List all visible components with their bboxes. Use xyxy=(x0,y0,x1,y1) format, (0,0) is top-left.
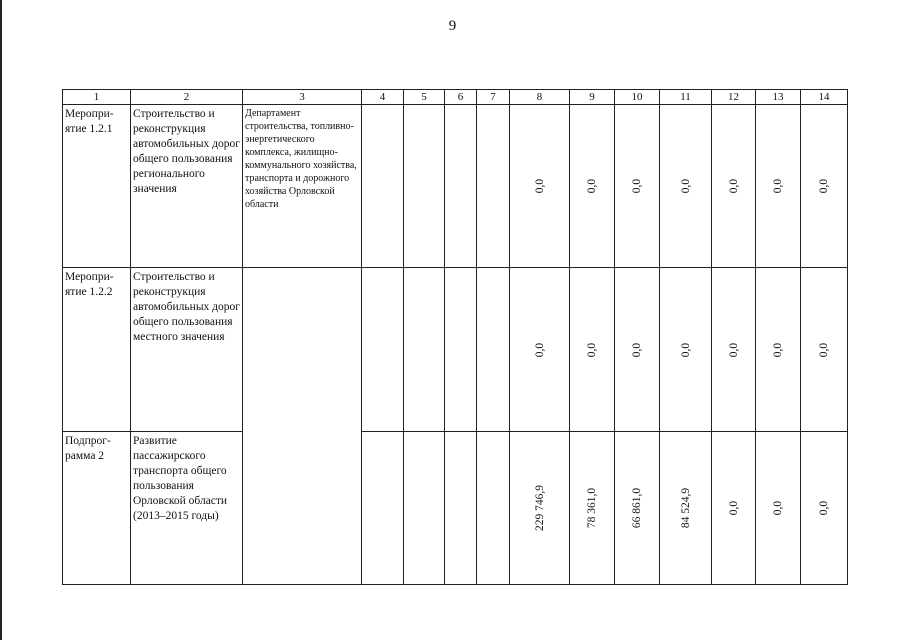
header-cell: 3 xyxy=(243,90,362,105)
header-cell: 9 xyxy=(570,90,615,105)
header-cell: 1 xyxy=(63,90,131,105)
header-cell: 11 xyxy=(660,90,712,105)
page-margin-line xyxy=(0,0,2,640)
header-cell: 2 xyxy=(131,90,243,105)
value-cell xyxy=(712,105,756,268)
empty-cell xyxy=(404,268,445,432)
empty-cell xyxy=(445,105,477,268)
row-code: Меропри-ятие 1.2.2 xyxy=(63,268,131,432)
value: 0,0 xyxy=(727,342,740,357)
value-cell xyxy=(712,268,756,432)
value-cell xyxy=(756,432,801,585)
value-cell xyxy=(712,432,756,585)
row-name: Строительство и реконструкция автомобильных дорог общего пользования регионального значения xyxy=(131,105,243,268)
value: 78 361,0 xyxy=(586,487,598,529)
budget-table xyxy=(62,89,848,585)
value-cell xyxy=(615,268,660,432)
value: 0,0 xyxy=(586,342,598,357)
header-cell: 12 xyxy=(712,90,756,105)
value: 0,0 xyxy=(772,342,784,357)
value: 0,0 xyxy=(631,178,643,194)
value: 84 524,9 xyxy=(679,487,692,529)
value: 0,0 xyxy=(586,178,598,194)
empty-cell xyxy=(477,432,510,585)
table-row xyxy=(63,432,848,585)
empty-cell xyxy=(445,268,477,432)
header-cell: 14 xyxy=(801,90,848,105)
page-number: 9 xyxy=(448,18,457,34)
value: 0,0 xyxy=(727,178,740,194)
value-cell xyxy=(801,268,848,432)
header-cell: 13 xyxy=(756,90,801,105)
value: 229 746,9 xyxy=(533,485,546,531)
value: 0,0 xyxy=(818,500,830,516)
value: 0,0 xyxy=(679,178,692,194)
value-cell xyxy=(615,432,660,585)
value: 0,0 xyxy=(818,342,830,357)
value-cell xyxy=(570,105,615,268)
empty-cell xyxy=(362,268,404,432)
header-cell: 7 xyxy=(477,90,510,105)
value-cell xyxy=(660,268,712,432)
value: 0,0 xyxy=(818,178,830,194)
value-cell xyxy=(510,432,570,585)
row-name: Развитие пассажирского транспорта общего пользования Орловской области (2013–2015 годы) xyxy=(131,432,243,585)
value: 0,0 xyxy=(631,342,643,357)
empty-cell xyxy=(362,105,404,268)
value-cell xyxy=(756,268,801,432)
value: 0,0 xyxy=(772,500,784,516)
value: 0,0 xyxy=(679,342,692,357)
value-cell xyxy=(510,268,570,432)
value: 66 861,0 xyxy=(631,487,643,529)
row-code: Подпрог-рамма 2 xyxy=(63,432,131,585)
header-row xyxy=(63,90,848,105)
value-cell xyxy=(510,105,570,268)
value-cell xyxy=(801,432,848,585)
value-cell xyxy=(615,105,660,268)
value-cell xyxy=(570,268,615,432)
value-cell xyxy=(756,105,801,268)
responsible-executor: Департамент строительства, топливно-энергетического комплекса, жилищно-коммунального хозяйства, транспорта и дорожного хозяйства Орловской области xyxy=(243,105,362,268)
empty-cell xyxy=(404,432,445,585)
empty-cell xyxy=(445,432,477,585)
value-cell xyxy=(660,105,712,268)
row-name: Строительство и реконструкция автомобильных дорог общего пользования местного значения xyxy=(131,268,243,432)
responsible-executor-continued xyxy=(243,268,362,585)
empty-cell xyxy=(404,105,445,268)
value: 0,0 xyxy=(727,500,740,516)
value-cell xyxy=(660,432,712,585)
empty-cell xyxy=(477,268,510,432)
value-cell xyxy=(570,432,615,585)
header-cell: 8 xyxy=(510,90,570,105)
header-cell: 4 xyxy=(362,90,404,105)
value: 0,0 xyxy=(533,178,546,194)
table-row xyxy=(63,105,848,268)
row-code: Меропри-ятие 1.2.1 xyxy=(63,105,131,268)
header-cell: 5 xyxy=(404,90,445,105)
empty-cell xyxy=(477,105,510,268)
table-row xyxy=(63,268,848,432)
header-cell: 6 xyxy=(445,90,477,105)
value-cell xyxy=(801,105,848,268)
header-cell: 10 xyxy=(615,90,660,105)
value: 0,0 xyxy=(772,178,784,194)
empty-cell xyxy=(362,432,404,585)
value: 0,0 xyxy=(533,342,546,357)
